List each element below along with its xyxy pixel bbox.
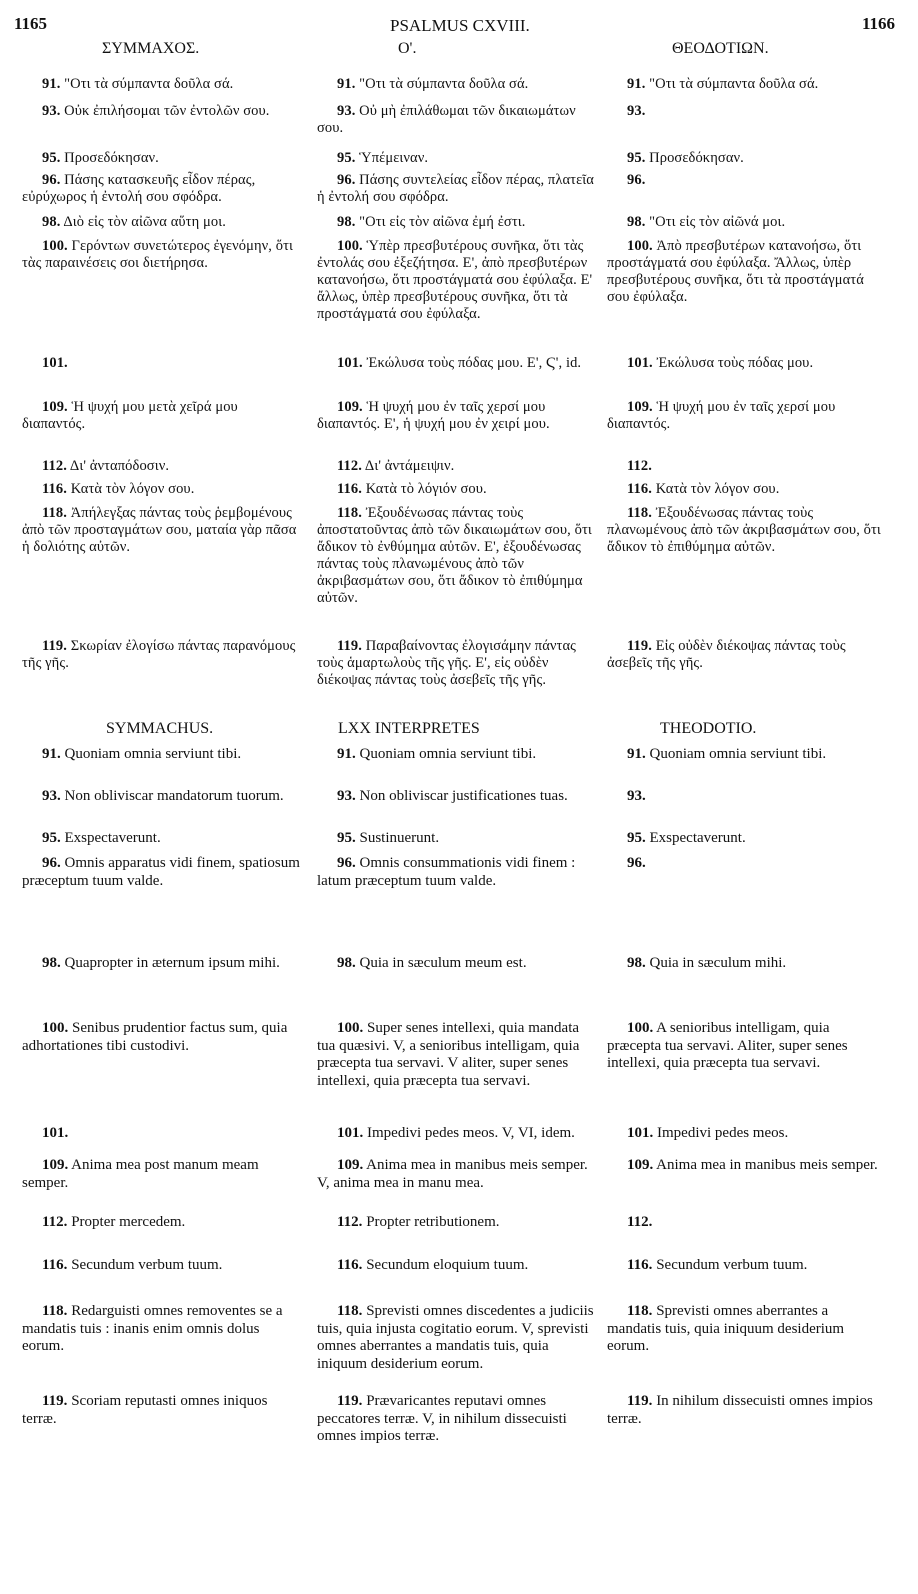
latin-verse-entry bbox=[317, 1214, 595, 1232]
verse-text: Οὐ μὴ ἐπιλάθωμαι τῶν δικαιωμάτων σου. bbox=[317, 103, 576, 136]
latin-verse-entry bbox=[22, 788, 300, 806]
greek-verse-entry bbox=[607, 399, 885, 433]
greek-verse-entry bbox=[317, 458, 595, 475]
greek-verse-entry bbox=[317, 103, 595, 137]
verse-number: 112. bbox=[627, 458, 652, 474]
latin-column-heading: THEODOTIO. bbox=[660, 720, 757, 737]
latin-verse-entry bbox=[22, 1257, 300, 1275]
greek-column-heading: ΘΕΟΔΟΤΙΩΝ. bbox=[672, 40, 769, 57]
latin-column-heading: LXX INTERPRETES bbox=[338, 720, 480, 737]
verse-number: 119. bbox=[627, 638, 652, 654]
verse-number: 118. bbox=[627, 505, 652, 521]
verse-text: Propter mercedem. bbox=[67, 1214, 186, 1230]
verse-number: 98. bbox=[627, 955, 646, 971]
latin-verse-entry bbox=[22, 1157, 300, 1192]
verse-text: "Οτι τὰ σύμπαντα δοῦλα σά. bbox=[645, 76, 819, 92]
page-number-right: 1166 bbox=[862, 14, 896, 33]
verse-text: Quoniam omnia serviunt tibi. bbox=[645, 746, 827, 762]
greek-verse-entry bbox=[317, 172, 595, 206]
verse-text: Sprevisti omnes discedentes a judiciis tuis, quia injusta cogitatio eorum. V, sprevisti omnes aberrantes a mandatis tuis, quia iniquum desiderium eorum. bbox=[317, 1303, 594, 1372]
verse-text: Omnis apparatus vidi finem, spatiosum præceptum tuum valde. bbox=[22, 855, 300, 889]
verse-number: 116. bbox=[42, 1257, 68, 1273]
verse-text: Omnis consummationis vidi finem : latum præceptum tuum valde. bbox=[317, 855, 576, 889]
verse-number: 91. bbox=[337, 746, 356, 762]
verse-text: Εἰς οὐδὲν διέκοψας πάντας τοὺς ἀσεβεῖς τῆς γῆς. bbox=[607, 638, 846, 671]
verse-text: Exspectaverunt. bbox=[645, 830, 746, 846]
latin-verse-entry bbox=[317, 788, 595, 806]
greek-verse-entry bbox=[317, 214, 595, 231]
latin-verse-entry bbox=[22, 1125, 300, 1143]
verse-number: 112. bbox=[337, 1214, 363, 1230]
latin-verse-entry bbox=[22, 746, 300, 764]
verse-text: Ὑπέμειναν. bbox=[355, 150, 429, 166]
verse-text: Πάσης συντελείας εἶδον πέρας, πλατεῖα ἡ ἐντολή σου σφόδρα. bbox=[317, 172, 594, 205]
verse-number: 109. bbox=[627, 399, 653, 415]
verse-text: Παραβαίνοντας ἐλογισάμην πάντας τοὺς ἁμαρτωλοὺς τῆς γῆς. Ε', εἰς οὐδὲν διέκοψας πάντας τοὺς ἀσεβεῖς τῆς γῆς. bbox=[317, 638, 577, 688]
verse-text: Sprevisti omnes aberrantes a mandatis tuis, quia iniquum desiderium eorum. bbox=[607, 1303, 845, 1354]
latin-verse-entry bbox=[607, 1020, 885, 1073]
greek-verse-entry bbox=[607, 638, 885, 672]
verse-text: Secundum verbum tuum. bbox=[67, 1257, 223, 1273]
latin-verse-entry bbox=[317, 830, 595, 848]
verse-number: 100. bbox=[627, 1020, 654, 1036]
latin-verse-entry bbox=[317, 1157, 595, 1192]
greek-verse-entry bbox=[607, 76, 885, 93]
verse-text: "Οτι τὰ σύμπαντα δοῦλα σά. bbox=[60, 76, 234, 92]
verse-text: Super senes intellexi, quia mandata tua quæsivi. V, a senioribus intelligam, quia præcepta tua servavi. V aliter, super senes intellexi, quia præcepta tua servavi. bbox=[317, 1020, 580, 1089]
greek-verse-entry bbox=[22, 481, 300, 498]
latin-verse-entry bbox=[317, 855, 595, 890]
verse-text: Quapropter in æternum ipsum mihi. bbox=[60, 955, 280, 971]
verse-text: Ἡ ψυχή μου ἐν ταῖς χερσί μου διαπαντός. bbox=[607, 399, 836, 432]
greek-verse-entry bbox=[22, 399, 300, 433]
verse-number: 116. bbox=[337, 481, 362, 497]
verse-text: Non obliviscar mandatorum tuorum. bbox=[60, 788, 284, 804]
verse-number: 95. bbox=[337, 830, 356, 846]
verse-text: Οὐκ ἐπιλήσομαι τῶν ἐντολῶν σου. bbox=[60, 103, 270, 119]
verse-text: Quoniam omnia serviunt tibi. bbox=[60, 746, 242, 762]
greek-verse-entry bbox=[22, 103, 300, 120]
greek-verse-entry bbox=[22, 76, 300, 93]
verse-text: Prævaricantes reputavi omnes peccatores terræ. V, in nihilum dissecuisti omnes impios terræ. bbox=[317, 1393, 567, 1444]
verse-number: 116. bbox=[42, 481, 67, 497]
page-number-left: 1165 bbox=[14, 14, 48, 33]
verse-number: 96. bbox=[42, 855, 61, 871]
latin-verse-entry bbox=[607, 1157, 885, 1175]
greek-verse-entry bbox=[22, 458, 300, 475]
verse-text: Anima mea in manibus meis semper. bbox=[653, 1157, 878, 1173]
verse-number: 118. bbox=[627, 1303, 653, 1319]
verse-number: 98. bbox=[337, 214, 356, 230]
latin-column-heading: SYMMACHUS. bbox=[106, 720, 214, 737]
verse-text: Ἐκώλυσα τοὺς πόδας μου. Ε', Ϛ', id. bbox=[362, 355, 582, 371]
greek-verse-entry bbox=[317, 355, 595, 372]
greek-verse-entry bbox=[317, 399, 595, 433]
verse-number: 93. bbox=[42, 103, 61, 119]
verse-text: Non obliviscar justificationes tuas. bbox=[355, 788, 568, 804]
verse-text: Ὑπὲρ πρεσβυτέρους συνῆκα, ὅτι τὰς ἐντολάς σου ἐξεζήτησα. Ε', ἀπὸ πρεσβυτέρων κατανοήσω, ὅτι προστάγματά σου ἐφύλαξα. Ε' ἄλλως, ὑπὲρ πρεσβυτέρους συνῆκα, ὅτι τὰ προστάγματά σου ἐφύλαξα. bbox=[317, 238, 593, 322]
verse-number: 101. bbox=[627, 1125, 654, 1141]
latin-verse-entry bbox=[317, 1393, 595, 1446]
greek-verse-entry bbox=[607, 150, 885, 167]
verse-number: 93. bbox=[42, 788, 61, 804]
verse-text: Anima mea in manibus meis semper. V, anima mea in manu mea. bbox=[317, 1157, 588, 1191]
verse-number: 112. bbox=[627, 1214, 653, 1230]
greek-verse-entry bbox=[22, 355, 300, 372]
verse-number: 119. bbox=[337, 1393, 363, 1409]
verse-text: A senioribus intelligam, quia præcepta tua servavi. Aliter, super senes intellexi, quia præcepta tua servavi. bbox=[607, 1020, 848, 1071]
verse-number: 109. bbox=[42, 399, 68, 415]
verse-number: 95. bbox=[337, 150, 356, 166]
verse-text: Secundum eloquium tuum. bbox=[362, 1257, 529, 1273]
greek-verse-entry bbox=[317, 76, 595, 93]
greek-verse-entry bbox=[607, 238, 885, 306]
verse-text: Sustinuerunt. bbox=[355, 830, 440, 846]
verse-number: 101. bbox=[337, 355, 363, 371]
verse-text: "Οτι εἰς τὸν αἰῶνά μοι. bbox=[645, 214, 786, 230]
latin-verse-entry bbox=[607, 1393, 885, 1428]
verse-number: 93. bbox=[627, 103, 646, 119]
verse-text: Scoriam reputasti omnes iniquos terræ. bbox=[22, 1393, 268, 1427]
verse-number: 98. bbox=[337, 955, 356, 971]
greek-verse-entry bbox=[317, 505, 595, 607]
verse-number: 93. bbox=[337, 103, 356, 119]
verse-number: 109. bbox=[42, 1157, 69, 1173]
verse-text: Ἀπήλεγξας πάντας τοὺς ῥεμβομένους ἀπὸ τῶν προσταγμάτων σου, ματαία γὰρ πᾶσα ἡ δολιότης αὐτῶν. bbox=[22, 505, 297, 555]
verse-text: Προσεδόκησαν. bbox=[645, 150, 744, 166]
verse-text: Quia in sæculum mihi. bbox=[645, 955, 787, 971]
latin-verse-entry bbox=[607, 788, 885, 806]
latin-verse-entry bbox=[317, 1125, 595, 1143]
verse-text: Quia in sæculum meum est. bbox=[355, 955, 527, 971]
verse-text: "Οτι εἰς τὸν αἰῶνα ἐμή ἐστι. bbox=[355, 214, 526, 230]
latin-verse-entry bbox=[22, 1393, 300, 1428]
verse-text: Senibus prudentior factus sum, quia adhortationes tibi custodivi. bbox=[22, 1020, 288, 1054]
greek-verse-entry bbox=[317, 481, 595, 498]
greek-verse-entry bbox=[317, 638, 595, 689]
latin-verse-entry bbox=[22, 1214, 300, 1232]
page-title: PSALMUS CXVIII. bbox=[390, 16, 530, 35]
verse-text: Διὸ εἰς τὸν αἰῶνα αὕτη μοι. bbox=[60, 214, 226, 230]
verse-number: 100. bbox=[42, 238, 68, 254]
verse-text: Ἐξουδένωσας πάντας τοὺς ἀποστατοῦντας ἀπὸ τῶν δικαιωμάτων σου, ὅτι ἄδικον τὸ ἐνθύμημα αὐτῶν. Ε', ἐξουδένωσας πάντας τοὺς πλανωμένους ἀπὸ τῶν ἀκριβασμάτων σου, ὅτι ἄδικον τὸ ἐπιθύμημα αὐτῶν. bbox=[317, 505, 592, 606]
latin-verse-entry bbox=[607, 746, 885, 764]
verse-text: Secundum verbum tuum. bbox=[652, 1257, 808, 1273]
verse-number: 100. bbox=[42, 1020, 69, 1036]
verse-number: 91. bbox=[627, 76, 646, 92]
verse-number: 98. bbox=[42, 955, 61, 971]
latin-verse-entry bbox=[607, 1303, 885, 1356]
latin-verse-entry bbox=[317, 955, 595, 973]
greek-verse-entry bbox=[22, 238, 300, 272]
verse-number: 119. bbox=[337, 638, 362, 654]
greek-column-heading: Ο'. bbox=[398, 40, 417, 57]
greek-verse-entry bbox=[22, 638, 300, 672]
greek-verse-entry bbox=[607, 172, 885, 189]
verse-number: 101. bbox=[42, 355, 68, 371]
verse-text: Exspectaverunt. bbox=[60, 830, 161, 846]
verse-number: 116. bbox=[627, 1257, 653, 1273]
greek-verse-entry bbox=[317, 150, 595, 167]
verse-number: 93. bbox=[627, 788, 646, 804]
verse-text: Πάσης κατασκευῆς εἶδον πέρας, εὐρύχωρος ἡ ἐντολή σου σφόδρα. bbox=[22, 172, 256, 205]
verse-number: 119. bbox=[42, 638, 67, 654]
verse-number: 112. bbox=[337, 458, 362, 474]
verse-number: 96. bbox=[337, 172, 356, 188]
greek-verse-entry bbox=[22, 505, 300, 556]
verse-text: Propter retributionem. bbox=[362, 1214, 500, 1230]
verse-number: 101. bbox=[337, 1125, 364, 1141]
verse-text: Anima mea post manum meam semper. bbox=[22, 1157, 259, 1191]
verse-number: 100. bbox=[337, 1020, 364, 1036]
verse-text: Κατὰ τὸν λόγον σου. bbox=[66, 481, 195, 497]
verse-number: 96. bbox=[627, 172, 646, 188]
verse-number: 95. bbox=[42, 830, 61, 846]
verse-number: 112. bbox=[42, 458, 67, 474]
verse-text: Impedivi pedes meos. V, VI, idem. bbox=[363, 1125, 575, 1141]
verse-number: 93. bbox=[337, 788, 356, 804]
latin-verse-entry bbox=[607, 830, 885, 848]
verse-number: 116. bbox=[337, 1257, 363, 1273]
latin-verse-entry bbox=[22, 1020, 300, 1055]
verse-number: 101. bbox=[627, 355, 653, 371]
verse-number: 91. bbox=[337, 76, 356, 92]
verse-number: 91. bbox=[627, 746, 646, 762]
verse-number: 96. bbox=[42, 172, 61, 188]
verse-text: Quoniam omnia serviunt tibi. bbox=[355, 746, 537, 762]
verse-number: 101. bbox=[42, 1125, 69, 1141]
verse-number: 118. bbox=[42, 1303, 68, 1319]
verse-number: 109. bbox=[337, 1157, 364, 1173]
verse-number: 109. bbox=[337, 399, 363, 415]
verse-text: Ἀπὸ πρεσβυτέρων κατανοήσω, ὅτι προστάγματά σου ἐφύλαξα. Ἄλλως, ὑπὲρ πρεσβυτέρους συνῆκα, ὅτι τὰ προστάγματά σου ἐφύλαξα. bbox=[607, 238, 864, 305]
greek-verse-entry bbox=[22, 150, 300, 167]
verse-number: 109. bbox=[627, 1157, 654, 1173]
verse-number: 95. bbox=[627, 150, 646, 166]
verse-text: Προσεδόκησαν. bbox=[60, 150, 159, 166]
verse-number: 98. bbox=[42, 214, 61, 230]
verse-text: Δι' ἀνταπόδοσιν. bbox=[66, 458, 170, 474]
latin-verse-entry bbox=[607, 1257, 885, 1275]
latin-verse-entry bbox=[607, 1125, 885, 1143]
verse-number: 100. bbox=[627, 238, 653, 254]
verse-text: In nihilum dissecuisti omnes impios terræ. bbox=[607, 1393, 873, 1427]
latin-verse-entry bbox=[317, 1020, 595, 1090]
latin-verse-entry bbox=[317, 1257, 595, 1275]
latin-verse-entry bbox=[22, 855, 300, 890]
latin-verse-entry bbox=[317, 746, 595, 764]
greek-column-heading: ΣΥΜΜΑΧΟΣ. bbox=[102, 40, 200, 57]
latin-verse-entry bbox=[22, 1303, 300, 1356]
greek-verse-entry bbox=[22, 172, 300, 206]
verse-number: 116. bbox=[627, 481, 652, 497]
verse-number: 112. bbox=[42, 1214, 68, 1230]
greek-verse-entry bbox=[22, 214, 300, 231]
verse-text: "Οτι τὰ σύμπαντα δοῦλα σά. bbox=[355, 76, 529, 92]
greek-verse-entry bbox=[607, 458, 885, 475]
verse-text: Impedivi pedes meos. bbox=[653, 1125, 789, 1141]
verse-text: Δι' ἀντάμειψιν. bbox=[361, 458, 455, 474]
verse-text: Γερόντων συνετώτερος ἐγενόμην, ὅτι τὰς παραινέσεις σοι διετήρησα. bbox=[22, 238, 294, 271]
latin-verse-entry bbox=[22, 830, 300, 848]
greek-verse-entry bbox=[607, 355, 885, 372]
verse-number: 96. bbox=[627, 855, 646, 871]
verse-text: Redarguisti omnes removentes se a mandatis tuis : inanis enim omnis dolus eorum. bbox=[22, 1303, 283, 1354]
verse-number: 91. bbox=[42, 76, 61, 92]
verse-number: 98. bbox=[627, 214, 646, 230]
verse-number: 118. bbox=[337, 505, 362, 521]
verse-text: Ἡ ψυχή μου μετὰ χεῖρά μου διαπαντός. bbox=[22, 399, 238, 432]
greek-verse-entry bbox=[607, 481, 885, 498]
verse-number: 95. bbox=[42, 150, 61, 166]
greek-verse-entry bbox=[607, 505, 885, 556]
verse-text: Κατὰ τὸν λόγον σου. bbox=[651, 481, 780, 497]
latin-verse-entry bbox=[607, 855, 885, 873]
verse-number: 118. bbox=[42, 505, 67, 521]
latin-verse-entry bbox=[607, 955, 885, 973]
latin-verse-entry bbox=[317, 1303, 595, 1373]
verse-number: 119. bbox=[627, 1393, 653, 1409]
verse-number: 118. bbox=[337, 1303, 363, 1319]
verse-number: 100. bbox=[337, 238, 363, 254]
greek-verse-entry bbox=[607, 103, 885, 120]
verse-number: 95. bbox=[627, 830, 646, 846]
latin-verse-entry bbox=[607, 1214, 885, 1232]
greek-verse-entry bbox=[317, 238, 595, 323]
verse-text: Σκωρίαν ἐλογίσω πάντας παρανόμους τῆς γῆς. bbox=[22, 638, 296, 671]
greek-verse-entry bbox=[607, 214, 885, 231]
verse-text: Ἡ ψυχή μου ἐν ταῖς χερσί μου διαπαντός. Ε', ἡ ψυχή μου ἐν χειρί μου. bbox=[317, 399, 550, 432]
verse-number: 91. bbox=[42, 746, 61, 762]
verse-text: Ἐκώλυσα τοὺς πόδας μου. bbox=[652, 355, 814, 371]
verse-number: 96. bbox=[337, 855, 356, 871]
verse-text: Ἐξουδένωσας πάντας τοὺς πλανωμένους ἀπὸ τῶν ἀκριβασμάτων σου, ὅτι ἄδικον τὸ ἐπιθύμημα αὐτῶν. bbox=[607, 505, 881, 555]
verse-number: 119. bbox=[42, 1393, 68, 1409]
verse-text: Κατὰ τὸ λόγιόν σου. bbox=[361, 481, 487, 497]
latin-verse-entry bbox=[22, 955, 300, 973]
